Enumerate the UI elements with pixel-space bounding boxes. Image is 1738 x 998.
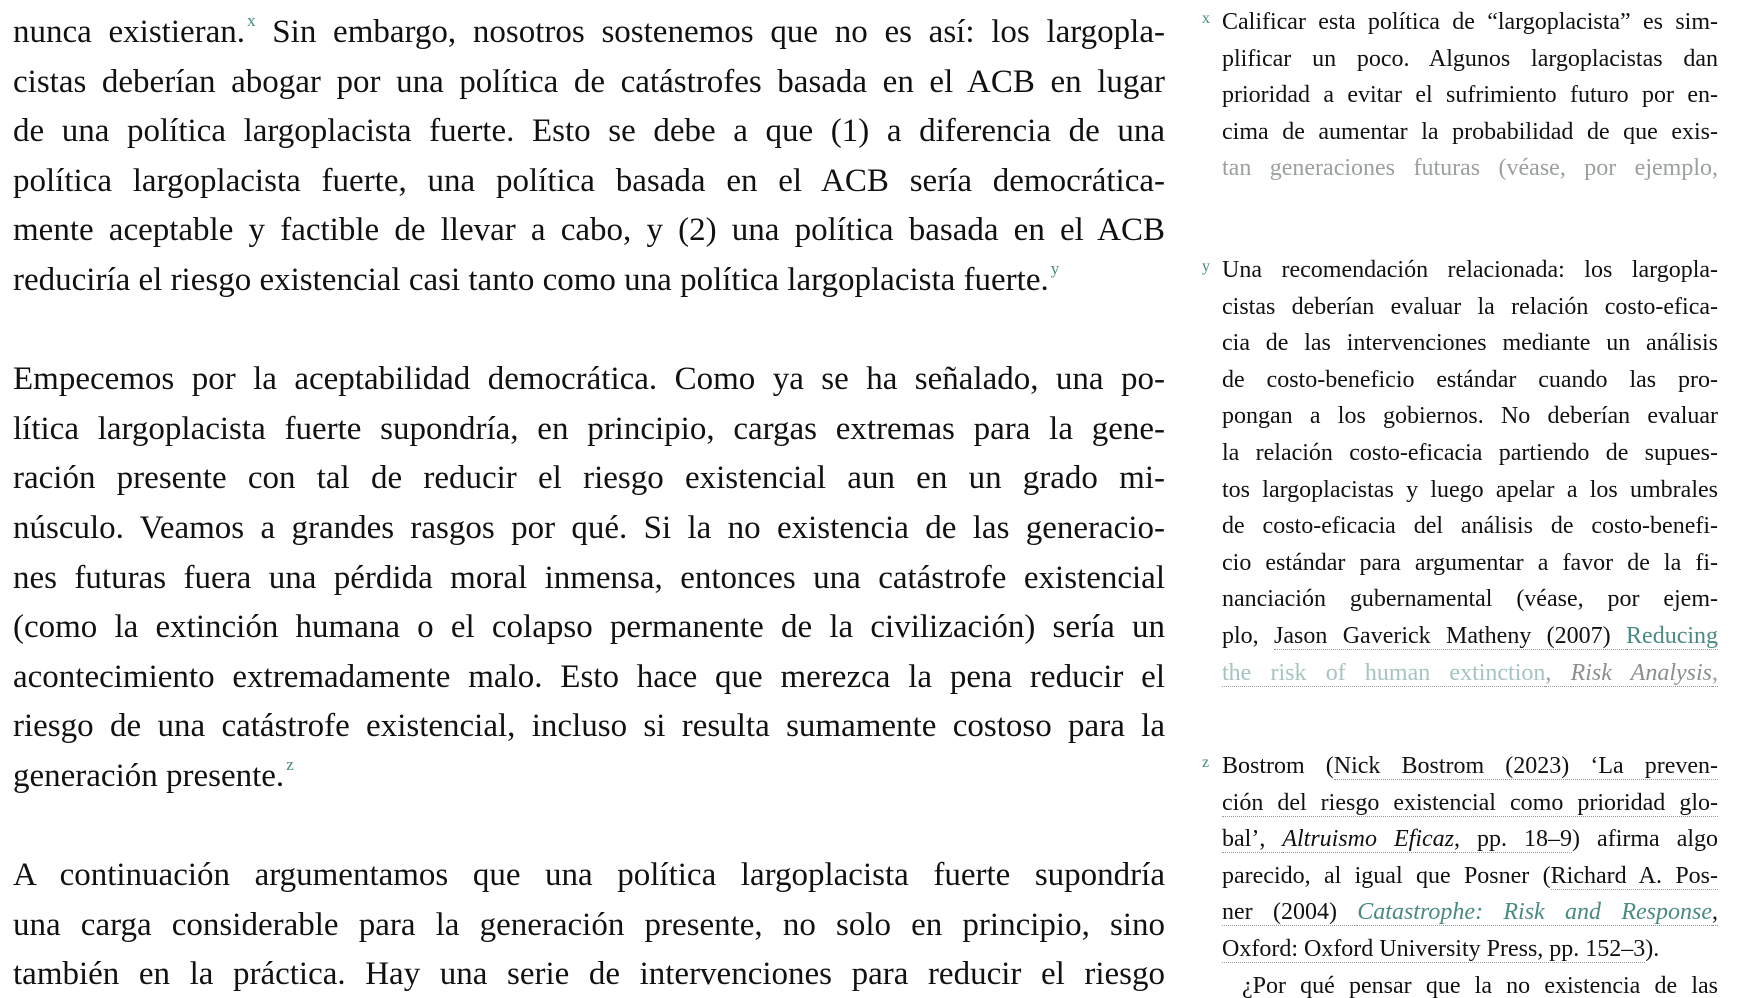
footnote-line: ner (2004) Catastrophe: Risk and Response, bbox=[1222, 899, 1718, 926]
footnote-sidebar bbox=[1202, 0, 1718, 998]
journal-altruismo-eficaz[interactable]: Altruismo Eficaz bbox=[1282, 826, 1455, 853]
footnote-line: plo, Jason Gaverick Matheny (2007) Reducing bbox=[1222, 622, 1718, 649]
footnote-ref-y[interactable]: y bbox=[1050, 258, 1060, 278]
footnote-body bbox=[1222, 252, 1718, 691]
text-line: lítica largoplacista fuerte supondría, en principio, cargas extremas para la gene- bbox=[13, 410, 1165, 447]
text-line: mente aceptable y factible de llevar a cabo, y (2) una política basada en el ACB bbox=[13, 212, 1165, 249]
text-line: riesgo de una catástrofe existencial, incluso si resulta sumamente costoso para la bbox=[13, 708, 1165, 745]
text-line: acontecimiento extremadamente malo. Esto hace que merezca la pena reducir el bbox=[13, 658, 1165, 695]
footnote-line: bal’, Altruismo Eficaz, pp. 18–9) afirma algo bbox=[1222, 826, 1718, 853]
footnote-line: tos largoplacistas y luego apelar a los umbrales bbox=[1222, 476, 1718, 503]
link-reducing-risk-cont[interactable]: the risk of human extinction bbox=[1222, 659, 1546, 686]
footnote-line-faded: tan generaciones futuras (véase, por ejemplo, bbox=[1222, 155, 1718, 182]
footnote-line-faded: the risk of human extinction, Risk Analysis, bbox=[1222, 659, 1718, 686]
text-line: de una política largoplacista fuerte. Esto se debe a que (1) a diferencia de una bbox=[13, 113, 1165, 150]
footnote-line: nanciación gubernamental (véase, por ejem- bbox=[1222, 586, 1718, 613]
footnote-line: parecido, al igual que Posner (Richard A. Pos- bbox=[1222, 862, 1718, 889]
text-line: generación presente. $^z$ bbox=[13, 754, 294, 794]
footnote-line bbox=[1222, 785, 1718, 822]
footnote-line: pongan a los gobiernos. No deberían evaluar bbox=[1222, 403, 1718, 430]
text-line: política largoplacista fuerte, una política basada en el ACB sería democrática- bbox=[13, 162, 1165, 199]
footnote-line: Una recomendación relacionada: los largopla- bbox=[1222, 257, 1718, 283]
link-catastrophe[interactable]: Catastrophe: Risk and Response bbox=[1357, 899, 1712, 926]
footnote-line: cima de aumentar la probabilidad de que exis- bbox=[1222, 118, 1718, 145]
cut-off-top-line bbox=[13, 0, 1165, 8]
footnote-line: Calificar esta política de “largoplacista” es sim- bbox=[1222, 9, 1718, 35]
text-line: A continuación argumentamos que una política largoplacista fuerte supondría bbox=[13, 857, 1165, 894]
citation-matheny[interactable]: Jason Gaverick Matheny (2007) bbox=[1274, 622, 1627, 649]
text-line: una carga considerable para la generación presente, no solo en principio, sino bbox=[13, 906, 1165, 943]
footnote-body bbox=[1222, 748, 1718, 998]
footnote-marker-y: y bbox=[1202, 258, 1210, 275]
footnote-ref-x[interactable]: x bbox=[247, 11, 256, 30]
footnote-line: Bostrom (Nick Bostrom (2023) ‘La preven- bbox=[1222, 753, 1718, 779]
citation-bostrom[interactable]: Nick Bostrom (2023) ‘La preven- bbox=[1333, 753, 1718, 779]
paragraph-1 bbox=[13, 8, 1165, 306]
footnote-body bbox=[1222, 4, 1718, 187]
text-line: (como la extinción humana o el colapso permanente de la civilización) sería un bbox=[13, 609, 1165, 646]
main-text-column bbox=[13, 0, 1165, 998]
footnote-line: plificar un poco. Algunos largoplacistas dan bbox=[1222, 45, 1718, 72]
citation-oxford[interactable]: Oxford: Oxford University Press, pp. 152–3 bbox=[1222, 935, 1646, 962]
footnote-line: de costo-eficacia del análisis de costo-benefi- bbox=[1222, 513, 1718, 540]
footnote-line: la relación costo-eficacia partiendo de supues- bbox=[1222, 439, 1718, 466]
journal-risk-analysis[interactable]: Risk Analysis bbox=[1570, 659, 1713, 686]
text-line: cistas deberían abogar por una política de catástrofes basada en el ACB en lugar bbox=[13, 63, 1165, 100]
footnote-line: ¿Por qué pensar que la no existencia de las bbox=[1242, 972, 1718, 998]
footnote-z bbox=[1202, 748, 1718, 998]
footnote-marker-z: z bbox=[1202, 754, 1210, 771]
footnote-line: cistas deberían evaluar la relación costo-efica- bbox=[1222, 293, 1718, 320]
paragraph-3 bbox=[13, 851, 1165, 998]
text-line: núsculo. Veamos a grandes rasgos por qué. Si la no existencia de las generacio- bbox=[13, 509, 1165, 546]
link-reducing-risk[interactable]: Reducing bbox=[1626, 622, 1718, 649]
text-line: Empecemos por la aceptabilidad democrática. Como ya se ha señalado, una po- bbox=[13, 361, 1165, 398]
text-line: ración presente con tal de reducir el riesgo existencial aun en un grado mi- bbox=[13, 460, 1165, 497]
text-line: nunca existieran. $^x$ Sin embargo, nosotros sostenemos que no es así: los largopla- bbox=[13, 11, 1165, 50]
footnote-ref-z[interactable]: z bbox=[286, 754, 294, 774]
footnote-x bbox=[1202, 4, 1718, 187]
footnote-marker-x: x bbox=[1202, 10, 1210, 27]
citation-posner[interactable]: Richard A. Pos- bbox=[1550, 862, 1718, 889]
footnote-line: prioridad a evitar el sufrimiento futuro por en- bbox=[1222, 82, 1718, 109]
text-line: nes futuras fuera una pérdida moral inmensa, entonces una catástrofe existencial bbox=[13, 559, 1165, 596]
text-line: reduciría el riesgo existencial casi tanto como una política largoplacista fuerte. $^y$ bbox=[13, 258, 1060, 298]
paragraph-2 bbox=[13, 355, 1165, 801]
footnote-y bbox=[1202, 252, 1718, 691]
footnote-line: Oxford: Oxford University Press, pp. 152–3). bbox=[1222, 935, 1660, 962]
citation-bostrom-cont[interactable]: ción del riesgo existencial como prioridad glo- bbox=[1222, 789, 1718, 816]
footnote-line: cio estándar para argumentar a favor de la fi- bbox=[1222, 549, 1718, 576]
footnote-line: de costo-beneficio estándar cuando las pro- bbox=[1222, 366, 1718, 393]
footnote-line: cia de las intervenciones mediante un análisis bbox=[1222, 330, 1718, 357]
text-line: también en la práctica. Hay una serie de intervenciones para reducir el riesgo bbox=[13, 956, 1165, 993]
